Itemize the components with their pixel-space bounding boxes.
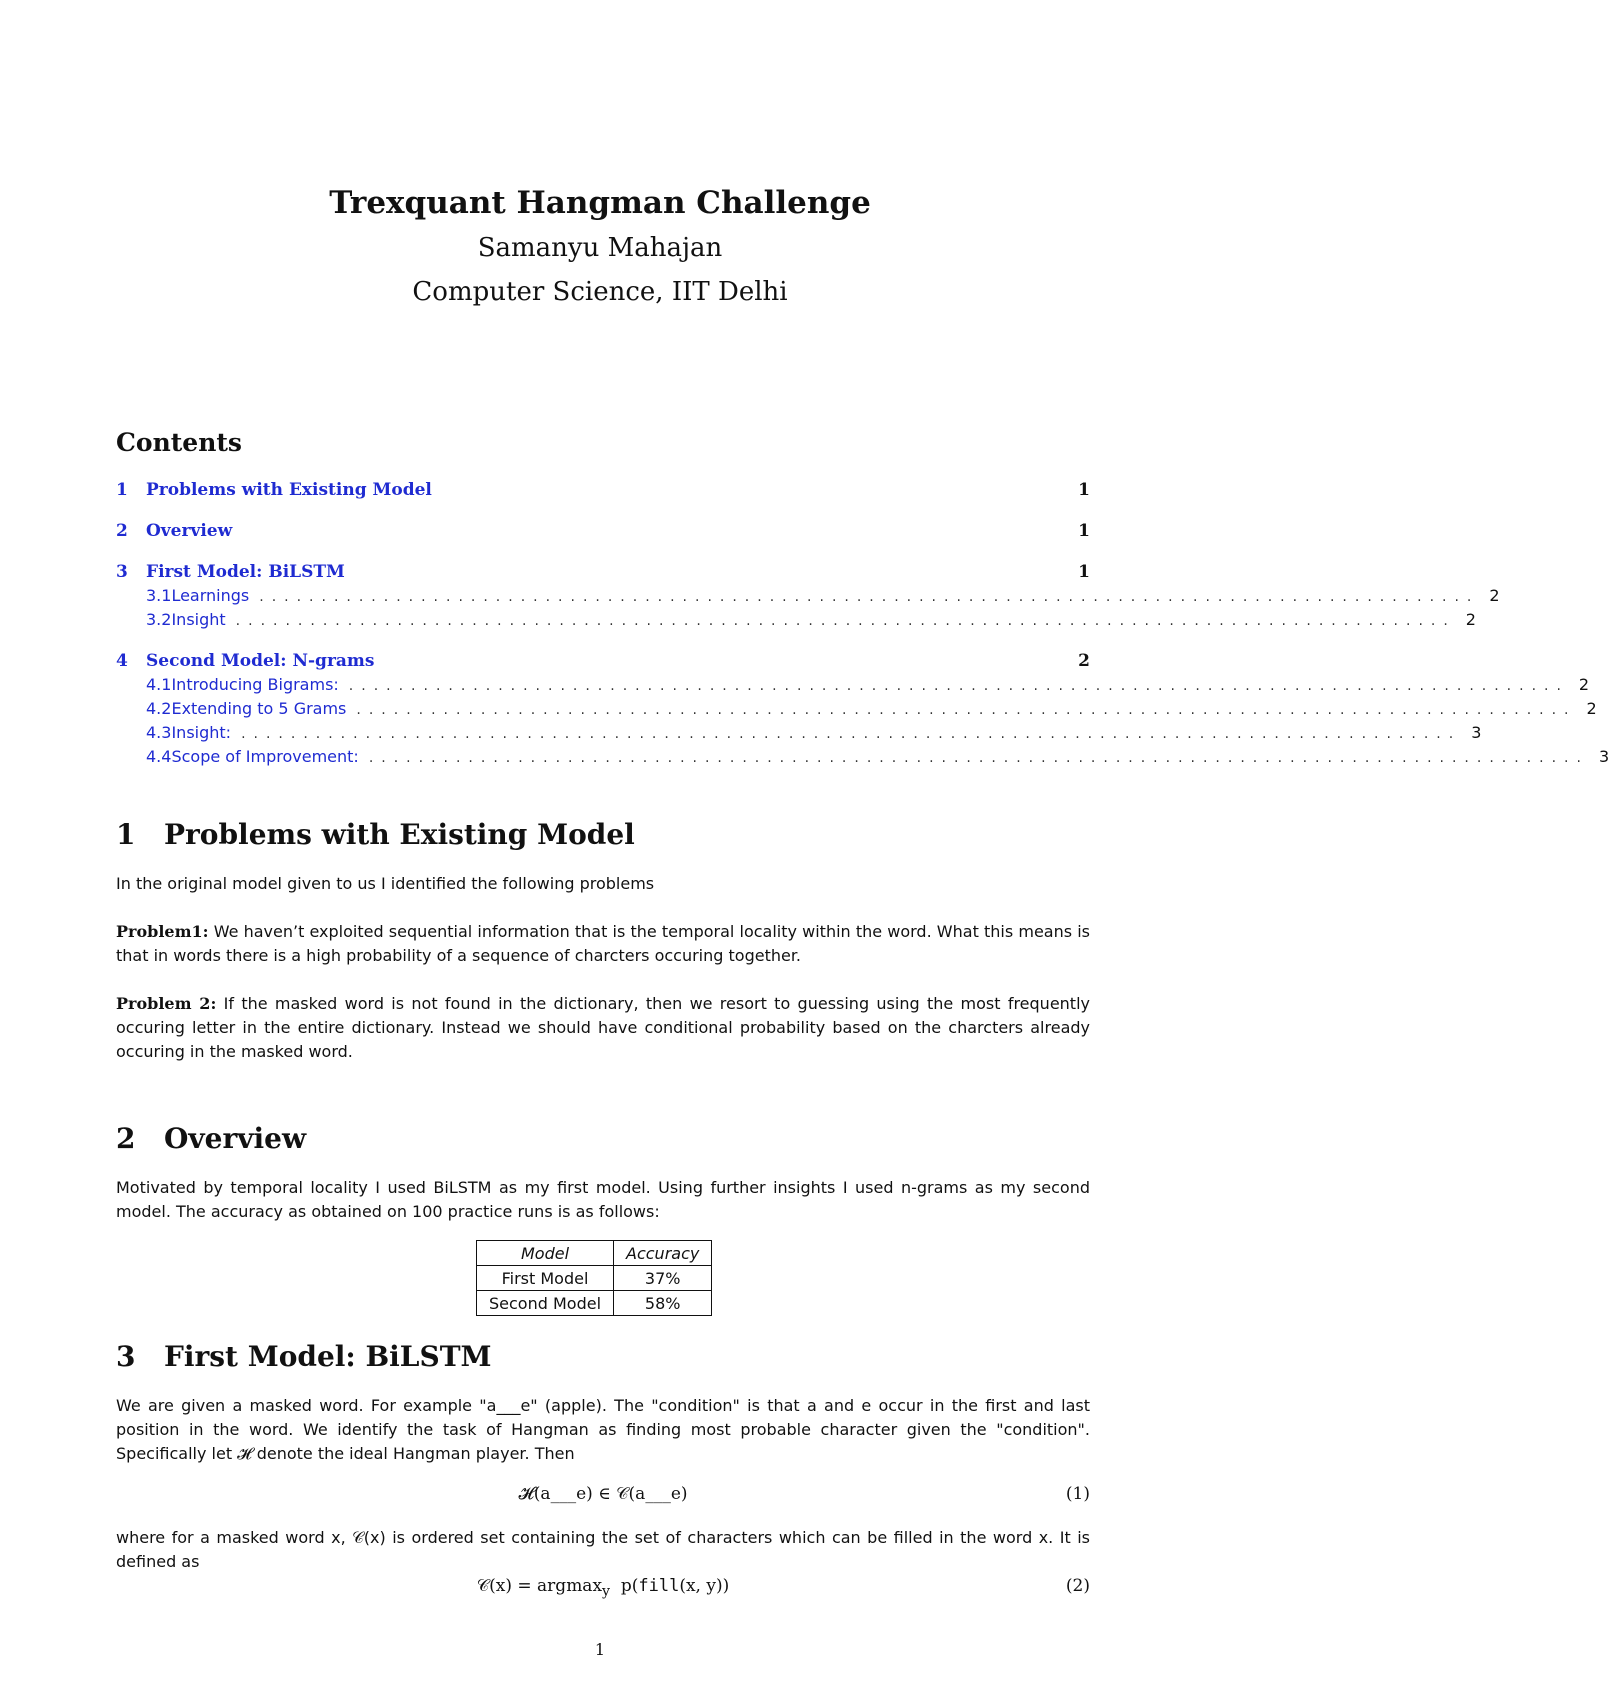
section-1-intro: In the original model given to us I identified the following problems bbox=[116, 874, 655, 893]
section-title: Overview bbox=[164, 1122, 307, 1155]
problem-1-paragraph bbox=[116, 920, 1090, 968]
table-cell: Second Model bbox=[477, 1291, 614, 1316]
table-header-cell: Accuracy bbox=[614, 1241, 712, 1266]
toc-dot-leader: .................................................................................................. bbox=[348, 678, 1569, 694]
toc-entry[interactable] bbox=[116, 586, 1500, 608]
equation-2-body bbox=[116, 1576, 1090, 1599]
equation-2-fill: fill bbox=[638, 1576, 680, 1596]
toc-entry[interactable] bbox=[116, 610, 1476, 632]
section-title: Problems with Existing Model bbox=[164, 818, 635, 851]
problem-2-label: Problem 2: bbox=[116, 994, 217, 1013]
toc-entry-page: 1 bbox=[1078, 562, 1090, 582]
toc-entry-page: 3 bbox=[1598, 747, 1609, 766]
equation-1-number: (1) bbox=[1065, 1484, 1090, 1504]
toc-entry[interactable] bbox=[116, 747, 1609, 769]
toc-entry[interactable] bbox=[116, 562, 1090, 584]
toc-dot-leader: .................................................................................................. bbox=[235, 613, 1456, 629]
author-name: Samanyu Mahajan bbox=[477, 233, 723, 263]
problem-1-text: We haven’t exploited sequential information that is the temporal locality within the word. What this means is that in words there is a high probability of a sequence of charcters occuring together. bbox=[116, 922, 1090, 965]
toc-entry-number: 4.1 bbox=[146, 675, 172, 694]
section-2-heading bbox=[116, 1122, 306, 1155]
toc-entry-page: 2 bbox=[1578, 675, 1590, 694]
toc-entry[interactable] bbox=[116, 723, 1482, 745]
toc-entry[interactable] bbox=[116, 675, 1590, 697]
section-number: 1 bbox=[116, 818, 136, 851]
toc-entry-number: 4.3 bbox=[146, 723, 172, 742]
toc-entry-page: 1 bbox=[1078, 521, 1090, 541]
section-1-heading bbox=[116, 818, 635, 851]
overview-paragraph: Motivated by temporal locality I used BiLSTM as my first model. Using further insights I used n-grams as my second model. The accuracy as obtained on 100 practice runs is as follows: bbox=[116, 1178, 1090, 1221]
table-cell: First Model bbox=[477, 1266, 614, 1291]
toc-entry-page: 2 bbox=[1586, 699, 1597, 718]
equation-2-rhs: (x, y)) bbox=[679, 1576, 730, 1596]
toc-entry-number: 3.2 bbox=[146, 610, 172, 629]
toc-entry-number: 3.1 bbox=[146, 586, 172, 605]
toc-entry-label: Extending to 5 Grams bbox=[171, 699, 347, 718]
toc-entry[interactable] bbox=[116, 699, 1597, 721]
toc-entry[interactable] bbox=[116, 521, 1090, 543]
toc-entry-label: Problems with Existing Model bbox=[146, 480, 432, 500]
author-affiliation: Computer Science, IIT Delhi bbox=[412, 277, 788, 307]
table-header-row bbox=[477, 1241, 712, 1266]
toc-entry-number: 3 bbox=[116, 562, 128, 582]
table-row bbox=[477, 1291, 712, 1316]
toc-dot-leader: .................................................................................................. bbox=[259, 589, 1480, 605]
toc-entry-number: 4 bbox=[116, 651, 128, 671]
toc-entry-page: 2 bbox=[1489, 586, 1500, 605]
section-3-heading bbox=[116, 1340, 492, 1373]
table-cell: 37% bbox=[614, 1266, 712, 1291]
equation-1-body: 𝓗(a___e) ∈ 𝒞(a___e) bbox=[518, 1484, 688, 1504]
toc-dot-leader: .................................................................................................. bbox=[241, 726, 1462, 742]
toc-entry-label: Overview bbox=[146, 521, 233, 541]
table-header-cell: Model bbox=[477, 1241, 614, 1266]
table-row bbox=[477, 1266, 712, 1291]
toc-entry-label: Second Model: N-grams bbox=[146, 651, 375, 671]
accuracy-table bbox=[476, 1240, 712, 1316]
section-3-paragraph: We are given a masked word. For example "a___e" (apple). The "condition" is that a and e occur in the first and last position in the word. We identify the task of Hangman as finding most probable character given the "condition". Specifically let 𝓗 denote the ideal Hangman player. Then bbox=[116, 1396, 1090, 1463]
toc-entry-number: 4.2 bbox=[146, 699, 172, 718]
problem-1-label: Problem1: bbox=[116, 922, 209, 941]
toc-entry-label: Learnings bbox=[171, 586, 250, 605]
section-3-paragraph-2: where for a masked word x, 𝒞(x) is ordered set containing the set of characters which can be filled in the word x. It is defined as bbox=[116, 1528, 1090, 1571]
section-title: First Model: BiLSTM bbox=[164, 1340, 492, 1373]
problem-2-text: If the masked word is not found in the dictionary, then we resort to guessing using the most frequently occuring letter in the entire dictionary. Instead we should have conditional probability based on the charcters already occuring in the masked word. bbox=[116, 994, 1090, 1061]
toc-entry-label: Scope of Improvement: bbox=[171, 747, 359, 766]
section-number: 2 bbox=[116, 1122, 136, 1155]
toc-entry-page: 2 bbox=[1078, 651, 1090, 671]
contents-heading: Contents bbox=[116, 428, 243, 457]
toc-entry-page: 2 bbox=[1465, 610, 1476, 629]
toc-entry-number: 1 bbox=[116, 480, 128, 500]
toc-dot-leader: .................................................................................................. bbox=[368, 750, 1589, 766]
table-cell: 58% bbox=[614, 1291, 712, 1316]
toc-entry-label: Insight: bbox=[171, 723, 232, 742]
toc-entry-number: 2 bbox=[116, 521, 128, 541]
paper-title: Trexquant Hangman Challenge bbox=[329, 185, 871, 221]
toc-entry-label: Introducing Bigrams: bbox=[171, 675, 339, 694]
toc-entry-label: Insight bbox=[171, 610, 226, 629]
problem-2-paragraph bbox=[116, 992, 1090, 1064]
equation-2-lhs: 𝒞(x) = argmax bbox=[476, 1576, 603, 1596]
toc-entry-number: 4.4 bbox=[146, 747, 172, 766]
equation-2-number: (2) bbox=[1065, 1576, 1090, 1596]
toc-entry[interactable] bbox=[116, 651, 1090, 673]
toc-entry[interactable] bbox=[116, 480, 1090, 502]
toc-entry-page: 3 bbox=[1471, 723, 1482, 742]
toc-dot-leader: .................................................................................................. bbox=[356, 702, 1577, 718]
section-number: 3 bbox=[116, 1340, 136, 1373]
toc-entry-page: 1 bbox=[1078, 480, 1090, 500]
equation-2-subscript: y bbox=[602, 1583, 611, 1600]
toc-entry-label: First Model: BiLSTM bbox=[146, 562, 345, 582]
equation-2-function: p( bbox=[620, 1576, 639, 1596]
page-number: 1 bbox=[594, 1640, 606, 1659]
